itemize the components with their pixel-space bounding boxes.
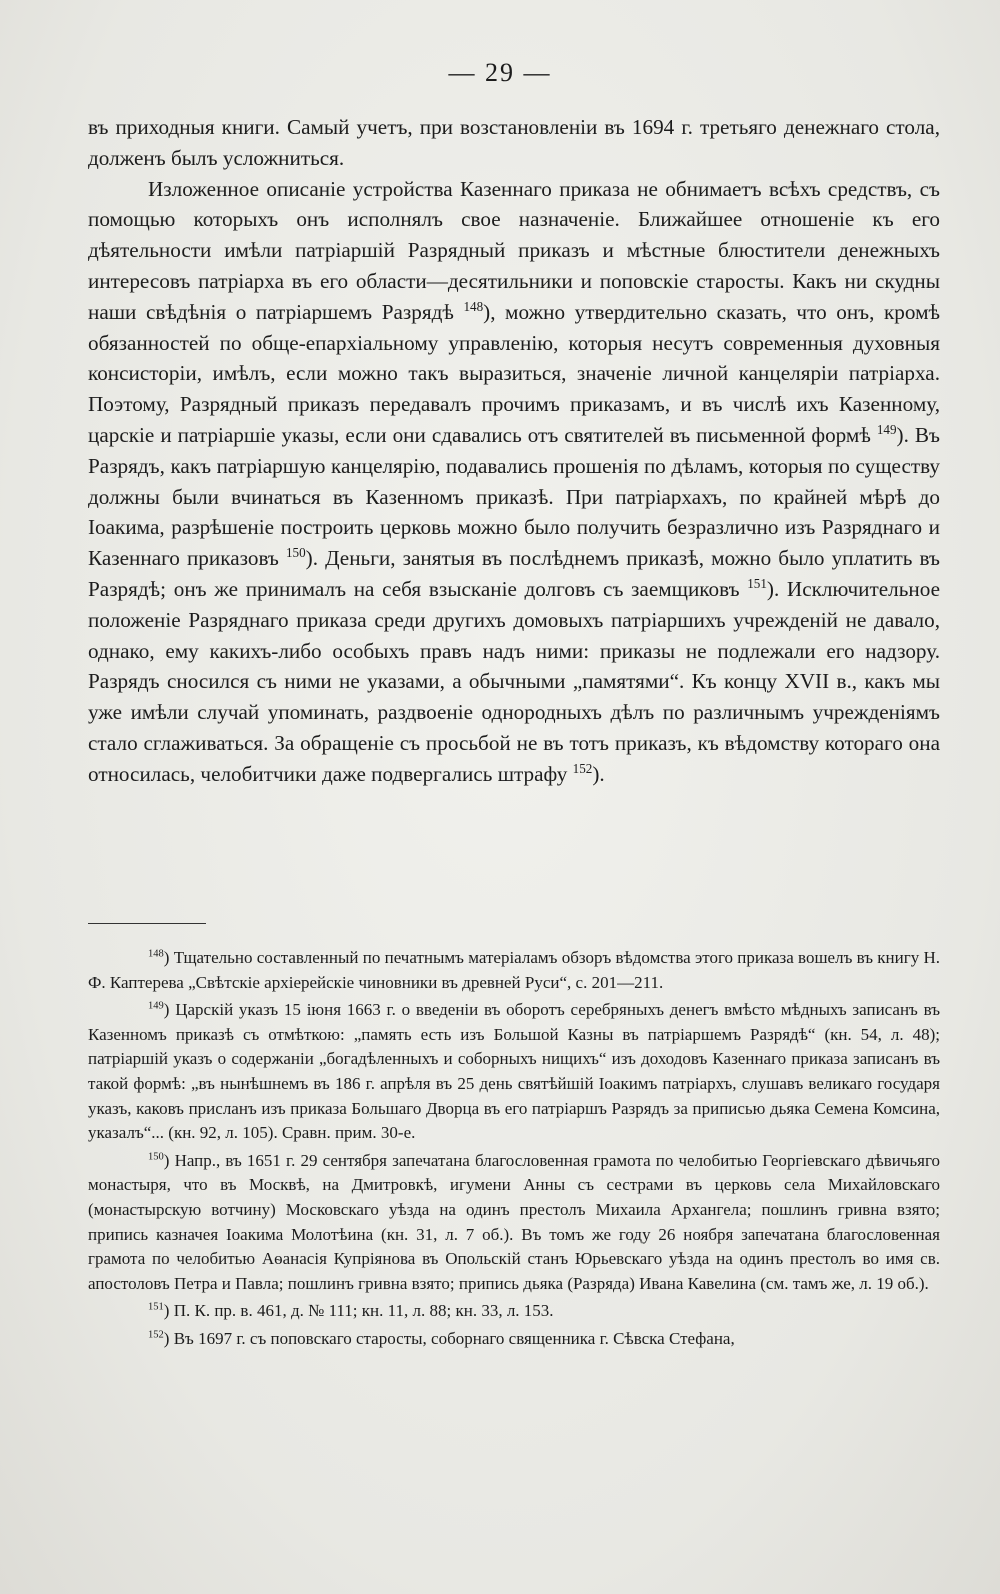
text-run: въ приходныя книги. Самый учетъ, при возстановленіи въ 1694 г. третьяго денежнаго стола, долженъ былъ усложниться. [88, 115, 940, 170]
footnote-ref: 150 [148, 1151, 164, 1163]
footnotes [88, 946, 940, 1355]
text-run: ) Тщательно составленный по печатнымъ матеріаламъ обзоръ вѣдомства этого приказа вошелъ въ книгу Н. Ф. Каптерева „Свѣтскіе архіерейскіе чиновники въ древней Руси“, с. 201—211. [88, 948, 940, 992]
footnote-ref: 149 [876, 421, 897, 437]
footnote-ref: 149 [148, 1000, 164, 1012]
page-number: — 29 — [448, 58, 552, 87]
text-run: ) Въ 1697 г. съ поповскаго старосты, соборнаго священника г. Сѣвска Стефана, [163, 1328, 735, 1348]
footnote [88, 998, 940, 1146]
paragraph [88, 174, 940, 790]
footnote-ref: 152 [148, 1329, 164, 1341]
text-run: ) П. К. пр. в. 461, д. № 111; кн. 11, л. 88; кн. 33, л. 153. [163, 1301, 554, 1321]
footnote-ref: 152 [572, 760, 593, 776]
text-run: ) Напр., въ 1651 г. 29 сентября запечатана благословенная грамота по челобитью Георгіевскаго дѣвичьяго монастыря, что въ Москвѣ, на Дмитровкѣ, игумени Анны съ сестрами въ церковь села Михайловскаго (монастырскую вотчину) Московскаго уѣзда на одинъ престолъ Михаила Архангела; пошлинъ гривна взято; припись казначея Іоакима Молотѣина (кн. 31, л. 7 об.). Въ томъ же году 26 ноября запечатана благословенная грамота по челобитью Аѳанасія Купріянова въ Опольскій станъ Юрьевскаго уѣзда на одинъ престолъ во имя св. апостоловъ Петра и Павла; пошлинъ гривна взято; припись дьяка (Разряда) Ивана Кавелина (см. тамъ же, л. 19 об.). [88, 1150, 940, 1293]
footnote-ref: 148 [148, 948, 164, 960]
footnote [88, 1299, 940, 1324]
text-run: ) Царскій указъ 15 іюня 1663 г. о введеніи въ оборотъ серебряныхъ денегъ вмѣсто мѣдныхъ записанъ въ Казенномъ приказѣ съ отмѣткою: „память есть изъ Большой Казны въ патріаршемъ Разрядѣ“ (кн. 54, л. 48); патріаршій указъ о содержаніи „богадѣленныхъ и соборныхъ нищихъ“ изъ доходовъ Казеннаго приказа записанъ въ такой формѣ: „въ нынѣшнемъ въ 186 г. апрѣля въ 25 день святѣйшій Іоакимъ патріархъ, слушавъ великаго государя указъ, каковъ присланъ изъ приказа Большаго Дворца въ его патріаршъ Разрядъ за приписью дьяка Семена Комсина, указалъ“... (кн. 92, л. 105). Сравн. прим. 30-е. [88, 1000, 940, 1143]
footnote [88, 1149, 940, 1297]
text-run: Изложенное описаніе устройства Казеннаго приказа не обнимаетъ всѣхъ средствъ, съ помощью которыхъ онъ исполнялъ свое назначеніе. Ближайшее отношеніе къ его дѣятельности имѣли патріаршій Разрядный приказъ и мѣстные блюстители денежныхъ интересовъ патріарха въ его области—десятильники и поповскіе старосты. Какъ ни скудны наши свѣдѣнія о патріаршемъ Разрядѣ [88, 176, 940, 324]
text-run: ), можно утвердительно сказать, что онъ, кромѣ обязанностей по обще-епархіальному управленію, которыя несутъ современныя духовныя консисторіи, имѣлъ, если можно такъ выразиться, значеніе личной канцеляріи патріарха. Поэтому, Разрядный приказъ передавалъ прочимъ приказамъ, и въ числѣ ихъ Казенному, царскіе и патріаршіе указы, если они сдавались отъ святителей въ письменной формѣ [88, 299, 940, 447]
footnote-ref: 150 [285, 545, 306, 561]
text-run: ). Деньги, занятыя въ послѣднемъ приказѣ, можно было уплатить въ Разрядѣ; онъ же принималъ на себя взысканіе долговъ съ заемщиковъ [88, 546, 940, 601]
footnote-divider [88, 923, 206, 924]
footnote-ref: 148 [463, 298, 484, 314]
text-run: ). [592, 761, 605, 786]
main-text [88, 112, 940, 790]
footnote [88, 1327, 940, 1352]
text-run: ). Исключительное положеніе Разряднаго приказа среди другихъ домовыхъ патріаршихъ учрежденій не давало, однако, ему какихъ-либо особыхъ правъ надъ ними: приказы не подлежали его надзору. Разрядъ сносился съ ними не указами, а обычными „памятями“. Къ концу XVII в., какъ мы уже имѣли случай упоминать, раздвоеніе однородныхъ дѣлъ по различнымъ учрежденіямъ стало сглаживаться. За обращеніе съ просьбой не въ тотъ приказъ, къ вѣдомству котораго она относилась, челобитчики даже подвергались штрафу [88, 576, 941, 786]
footnote [88, 946, 940, 995]
footnote-ref: 151 [148, 1301, 164, 1313]
text-run: ). Въ Разрядъ, какъ патріаршую канцелярію, подавались прошенія по дѣламъ, которыя по существу должны были вчинаться въ Казенномъ приказѣ. При патріархахъ, по крайней мѣрѣ до Іоакима, разрѣшеніе построить церковь можно было получить безразлично изъ Разряднаго и Казеннаго приказовъ [88, 422, 940, 571]
paragraph [88, 112, 940, 174]
footnote-ref: 151 [747, 575, 767, 591]
